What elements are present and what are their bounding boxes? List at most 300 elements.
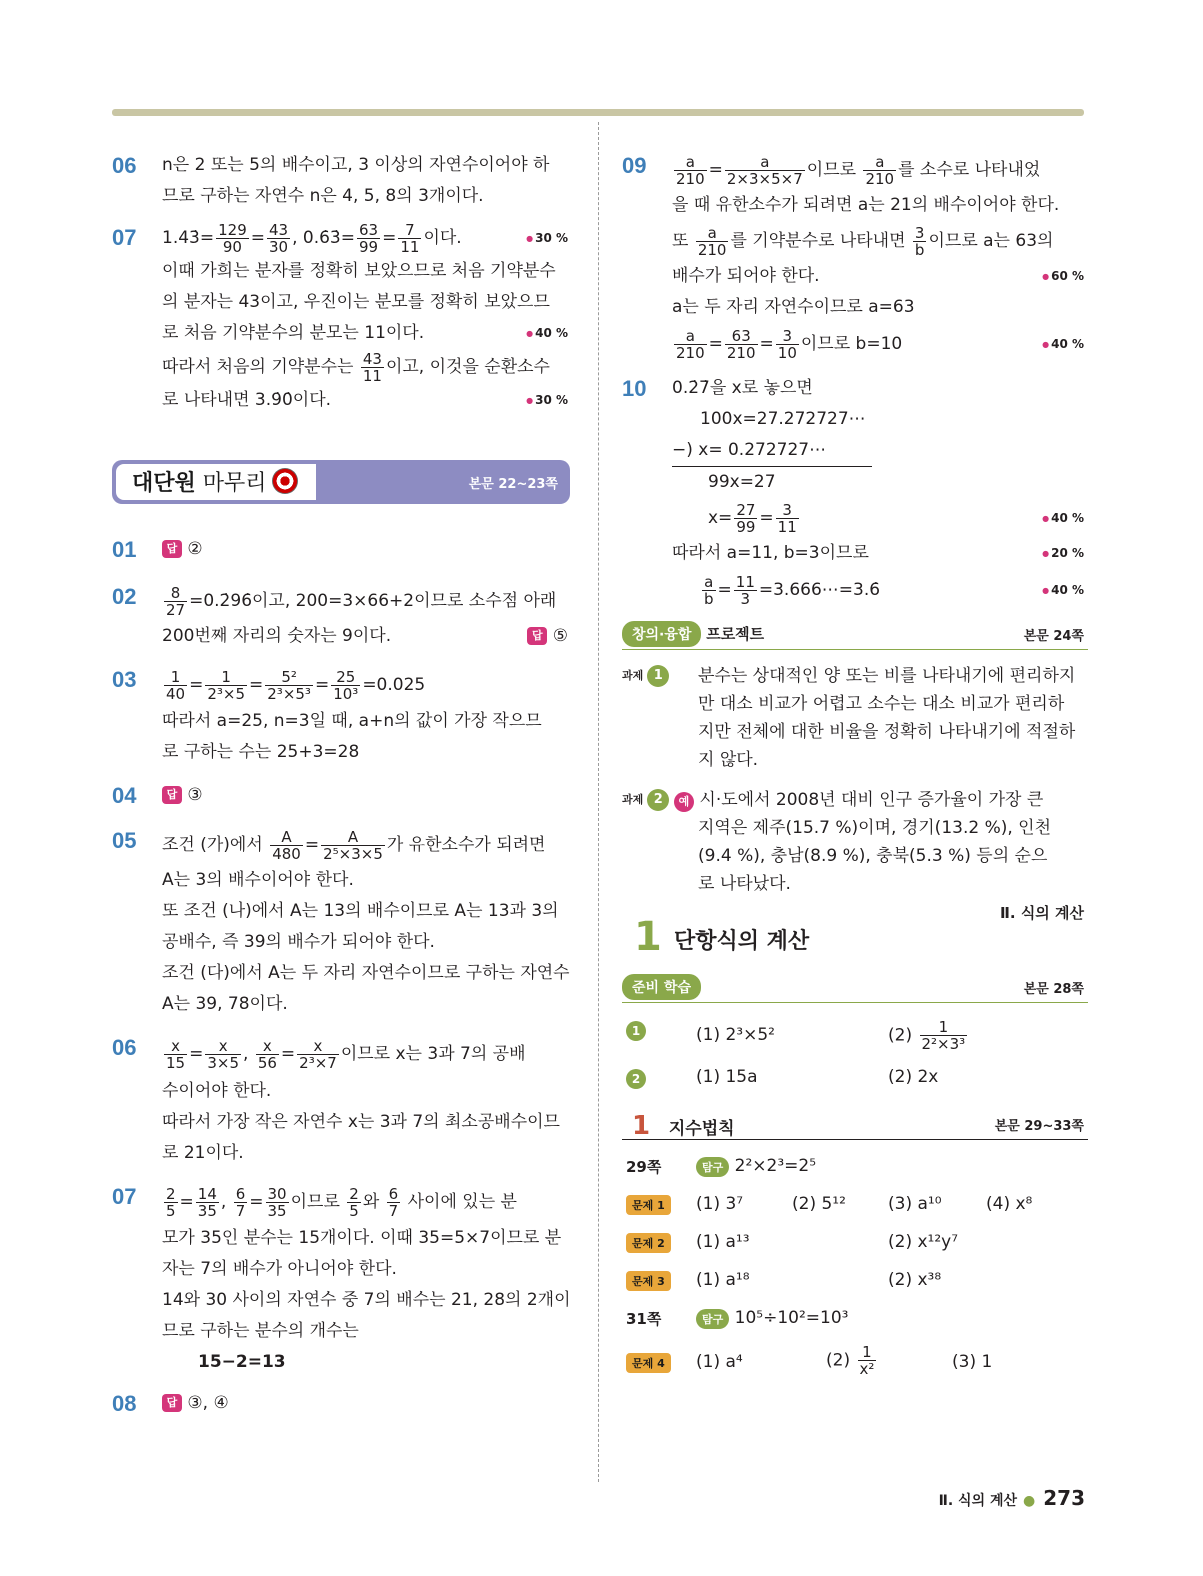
answer-line: [162, 1388, 572, 1419]
answer-value: ③, ④: [187, 1393, 229, 1413]
problem-tag-cell: [626, 1232, 671, 1253]
text-line: 을 때 유한소수가 되려면 a는 21의 배수이어야 한다.: [672, 195, 1060, 215]
unit-title: 단항식의 계산: [674, 929, 810, 954]
section-icon: 1: [632, 1111, 651, 1141]
denominator: 210: [726, 343, 756, 362]
top-bar: [112, 109, 1084, 116]
equation-line: $\frac{x}{15}$ = $\frac{x}{3\times 5}$ , $\frac{x}{56}$ = $\frac{x}{\text{2³×7}}$ 이므로 x는 3과 7의 공배: [166, 1036, 526, 1072]
numerator: a: [702, 574, 716, 591]
denominator: 2³×5: [207, 684, 246, 703]
answer-cell: (3) a¹⁰: [888, 1194, 942, 1214]
fraction: [321, 829, 385, 862]
denominator: 3: [740, 589, 751, 608]
problem-number: 04: [112, 783, 137, 808]
text-line: n은 2 또는 5의 배수이고, 3 이상의 자연수이어야 하: [162, 155, 550, 175]
equation-line: 조건 (가)에서 $\frac{A}{480}$ = $\frac{A}{\text{2⁵×3×5}}$ 가 유한소수가 되려면: [162, 827, 546, 863]
answer-value: ③: [187, 785, 203, 805]
equation-line-with-score: x= $\frac{27}{99}$ = $\frac{3}{11}$ ● 40 %: [672, 498, 1088, 538]
title-rest: 마무리: [195, 471, 267, 496]
fraction: [776, 502, 799, 535]
fraction: [387, 1186, 401, 1219]
denominator: 2⁵×3×5: [323, 844, 383, 863]
denominator: 210: [697, 240, 727, 259]
footer-dot-icon: ●: [1023, 1493, 1036, 1509]
problem-number: 03: [112, 667, 137, 692]
problem-tag: 문제 1: [626, 1195, 671, 1215]
answer-03: [112, 664, 572, 768]
answer-value: 2²×2³=2⁵: [734, 1156, 817, 1176]
text: =0.2̇96̇이고, 200=3×66+2이므로 소수점 아래: [189, 591, 557, 611]
numerator: 6: [235, 1184, 246, 1203]
text: 따라서 처음의 기약분수는: [162, 357, 354, 377]
text-line: 99x=27: [708, 472, 776, 492]
problem-tag: 문제 4: [626, 1353, 671, 1373]
problem-3-row: [622, 1266, 1088, 1304]
task-number: 1: [647, 665, 669, 687]
text-line: 조건 (다)에서 A는 두 자리 자연수이므로 구하는 자연수: [162, 963, 570, 983]
unit-number: 1: [634, 914, 662, 960]
task-label: [622, 786, 669, 814]
answer-cell: (1) a¹³: [696, 1232, 750, 1252]
denominator: 27: [166, 600, 186, 619]
numerator: a: [674, 154, 707, 171]
denominator: b: [704, 589, 714, 608]
text-line: 므로 구하는 자연수 n은 4, 5, 8의 3개이다.: [162, 186, 484, 206]
denominator: 210: [865, 169, 895, 188]
text: =0.025: [362, 675, 426, 695]
numerator: 63: [725, 328, 758, 345]
text-line: a는 두 자리 자연수이므로 a=63: [672, 297, 915, 317]
answer-cell: (1) a¹⁸: [696, 1270, 750, 1290]
text: 따라서 a=11, b=3이므로: [672, 543, 869, 563]
page-ref: 본문 28쪽: [1023, 982, 1084, 997]
score-percent: ● 30 %: [526, 385, 568, 416]
denominator: 2³×5³: [267, 684, 311, 703]
problem-number: 06: [112, 1035, 137, 1060]
text: x=: [708, 508, 733, 528]
text-line: [162, 349, 572, 385]
numerator: 2: [349, 1184, 359, 1203]
fraction: [267, 222, 290, 255]
denominator: 7: [388, 1201, 399, 1220]
problem-tag: 문제 3: [626, 1271, 671, 1291]
text: 조건 (가)에서: [162, 835, 263, 855]
numerator: 43: [362, 349, 382, 368]
problem-number: 06: [112, 153, 137, 178]
score-percent: ● 60 %: [1042, 261, 1084, 292]
text-line: [674, 786, 1088, 814]
score-percent: ● 20 %: [1042, 538, 1084, 569]
equation-line: $\frac{1}{40}$ = $\frac{1}{\text{2³×5}}$ = $\frac{\text{5²}}{\text{2³×5³}}$ = $\frac{25}{\text{10³}}$ =0.025: [166, 667, 426, 703]
score-percent: ● 40 %: [1042, 498, 1084, 539]
denominator: 30: [269, 237, 289, 256]
text-line: [162, 621, 572, 652]
text-line: 따라서 가장 작은 자연수 x는 3과 7의 최소공배수이므: [162, 1112, 560, 1132]
equation-line-with-score: $\frac{a}{b}$ = $\frac{11}{3}$ =3.666⋯=3.6̇ ● 40 %: [672, 569, 1088, 611]
denominator: 99: [359, 237, 379, 256]
page-label: 31쪽: [626, 1310, 662, 1328]
text-line: 로 나타났다.: [698, 874, 791, 894]
text-line: 지역은 제주(15.7 %)이며, 경기(13.2 %), 인천: [698, 818, 1052, 838]
text-line: 14와 30 사이의 자연수 중 7의 배수는 21, 28의 2개이: [162, 1290, 571, 1310]
text-line-with-score: [672, 538, 1088, 569]
numerator: a: [863, 154, 896, 171]
text: 로 나타내면 3.9̇0̇이다.: [162, 390, 332, 410]
text: 배수가 되어야 한다.: [672, 266, 820, 286]
section-banner: [112, 460, 570, 504]
answer-10: [622, 373, 1088, 611]
prep-row-1: [622, 1015, 1088, 1063]
numerator: a: [696, 225, 729, 242]
fraction: [858, 1344, 877, 1377]
text: 사이에 있는 분: [407, 1192, 517, 1212]
task-label-text: 과제: [622, 793, 644, 806]
answer-mark: [527, 621, 568, 652]
explore-cell: [696, 1156, 816, 1177]
fraction: [863, 154, 896, 187]
numerator: 1: [920, 1019, 968, 1036]
text: 또: [672, 231, 689, 251]
problem-tag-cell: [626, 1352, 671, 1373]
denominator: 10³: [333, 684, 359, 703]
text-line: (9.4 %), 충남(8.9 %), 충북(5.3 %) 등의 순으: [698, 846, 1048, 866]
page-ref: 본문 29~33쪽: [994, 1119, 1084, 1134]
subtraction-line: −) x= 0.272727⋯: [672, 435, 872, 467]
numerator: 8: [164, 585, 187, 602]
answer-cell: (1) 2³×5²: [696, 1025, 775, 1045]
problem-tag-cell: [626, 1270, 671, 1291]
task-1: [622, 662, 1088, 774]
text-line: 모가 35인 분수는 15개이다. 이때 35=5×7이므로 분: [162, 1228, 562, 1248]
fraction: [164, 669, 187, 702]
answer-cell: (3) 1: [952, 1352, 993, 1372]
fraction: [265, 669, 313, 702]
numerator: a: [725, 154, 805, 171]
text: 시·도에서 2008년 대비 인구 증가율이 가장 큰: [694, 790, 1044, 810]
row-number: 1: [626, 1021, 646, 1041]
prep-pill: 준비 학습: [622, 974, 701, 1000]
answer-08: [112, 1388, 572, 1419]
numerator: 2: [166, 1184, 176, 1203]
problem-number: 02: [112, 584, 137, 609]
denominator: 3×5: [207, 1053, 239, 1072]
fraction: [164, 1038, 187, 1071]
denominator: 11: [362, 366, 382, 385]
numerator: 11: [735, 572, 755, 591]
text-line: 로 21이다.: [162, 1143, 244, 1163]
answer-01: [112, 534, 572, 565]
fraction: [347, 1186, 361, 1219]
denominator: 210: [676, 343, 705, 362]
answer-cell: (1) a⁴: [696, 1352, 743, 1372]
text-line: 이때 가희는 분자를 정확히 보았으므로 처음 기약분수: [162, 261, 556, 281]
text: 이다.: [423, 228, 462, 248]
equation-line: [672, 221, 1088, 261]
fraction: [234, 1186, 248, 1219]
text: 와: [362, 1192, 380, 1212]
answer-cell: [826, 1344, 878, 1377]
text: , 0.6̇3̇=: [292, 228, 355, 248]
problem-4-row: [622, 1342, 1088, 1388]
numerator: 30: [267, 1184, 287, 1203]
text: 이므로 a는 63의: [928, 231, 1054, 251]
text-line: 지 않다.: [698, 750, 759, 770]
fraction: [205, 669, 247, 702]
numerator: 3: [914, 223, 925, 242]
answer-value: ⑤: [552, 626, 568, 646]
text: 로 처음 기약분수의 분모는 11이다.: [162, 323, 425, 343]
task-number: 2: [647, 789, 669, 811]
fraction: [256, 1038, 279, 1071]
denominator: 2³×7: [299, 1053, 337, 1072]
numerator: 1: [205, 669, 247, 686]
fraction: [164, 585, 187, 618]
text-line-with-score: [672, 261, 1088, 292]
numerator: A: [270, 829, 303, 846]
problem-2-row: [622, 1228, 1088, 1266]
text-line-with-score: [162, 318, 572, 349]
denominator: 2×3×5×7: [726, 169, 803, 188]
task-label-text: 과제: [622, 669, 644, 682]
right-column: [622, 150, 1088, 1388]
denominator: 5: [166, 1201, 176, 1220]
page-ref: 본문 24쪽: [1023, 629, 1084, 644]
task-2: [622, 786, 1088, 898]
numerator: 7: [398, 222, 421, 239]
page-label: 29쪽: [626, 1158, 662, 1176]
fraction: [725, 154, 805, 187]
numerator: A: [321, 829, 385, 846]
numerator: 43: [269, 220, 289, 239]
answer-02: [112, 581, 572, 652]
fraction: [734, 502, 757, 535]
text: (2): [826, 1350, 851, 1371]
text-line: 또 조건 (나)에서 A는 13의 배수이므로 A는 13과 3의: [162, 901, 559, 921]
numerator: 25: [331, 669, 360, 686]
numerator: x: [205, 1038, 241, 1055]
denominator: 40: [166, 684, 186, 703]
answer-line: [162, 780, 572, 811]
fraction: [361, 351, 384, 384]
left-column: [112, 150, 572, 1427]
numerator: x: [164, 1038, 187, 1055]
score-percent: ● 40 %: [1042, 323, 1084, 366]
denominator: 90: [222, 237, 242, 256]
answer-05: [112, 825, 572, 1020]
banner-title: [132, 466, 267, 497]
page-number: 273: [1043, 1486, 1085, 1510]
example-badge: 예: [674, 792, 694, 812]
numerator: 129: [218, 220, 247, 239]
text: (2): [888, 1025, 913, 1046]
explore-cell: [696, 1308, 849, 1329]
fraction: [205, 1038, 241, 1071]
numerator: 1: [164, 669, 187, 686]
answer-line: [162, 534, 572, 565]
text-line: 의 분자는 43이고, 우진이는 분모를 정확히 보았으므: [162, 292, 550, 312]
fraction: [331, 669, 360, 702]
p29-row: [622, 1152, 1088, 1190]
numerator: 6: [388, 1184, 399, 1203]
fraction: [398, 222, 421, 255]
fraction: [696, 225, 729, 258]
equation-line-with-score: $\frac{a}{210}$ = $\frac{63}{210}$ = $\frac{3}{10}$ 이므로 b=10 ● 40 %: [672, 323, 1088, 365]
text: 가 유한소수가 되려면: [386, 835, 546, 855]
task-label: [622, 662, 669, 690]
project-pill: 창의·융합: [622, 621, 701, 647]
denominator: b: [914, 240, 925, 259]
score-percent: ● 30 %: [526, 220, 568, 257]
score-percent: ● 40 %: [526, 318, 568, 349]
problem-tag-cell: [626, 1194, 671, 1215]
equation-line: $\frac{a}{210}$ = $\frac{a}{2\times 3\times 5\times 7}$ 이므로 $\frac{a}{210}$ 를 소수로 나타내었: [676, 152, 1041, 188]
fraction: [270, 829, 303, 862]
section-title: 지수법칙: [668, 1119, 735, 1139]
text: 1.43̇=: [162, 228, 215, 248]
problem-number: 01: [112, 537, 137, 562]
denominator: 35: [197, 1201, 217, 1220]
text: 이므로 b=10: [800, 334, 903, 354]
problem-number: 10: [622, 376, 647, 401]
text-line: 100x=27.272727⋯: [700, 409, 866, 429]
numerator: 63: [359, 220, 379, 239]
answer-04: [112, 780, 572, 811]
numerator: 14: [197, 1184, 217, 1203]
numerator: x: [297, 1038, 339, 1055]
answer-value: 10⁵÷10²=10³: [734, 1308, 849, 1328]
fraction: [776, 328, 799, 361]
text-line: 로 구하는 수는 25+3=28: [162, 742, 360, 762]
text-line: 만 대소 비교가 어렵고 소수는 대소 비교가 편리하: [698, 694, 1065, 714]
denominator: 480: [272, 844, 301, 863]
fraction: [674, 154, 707, 187]
problem-number: 05: [112, 828, 137, 853]
numerator: 3: [776, 502, 799, 519]
fraction: [357, 222, 380, 255]
numerator: 1: [858, 1344, 877, 1361]
problem-number: 09: [622, 153, 647, 178]
answer-cell: (2) x¹²y⁷: [888, 1232, 959, 1252]
denominator: 7: [235, 1201, 246, 1220]
denominator: 56: [257, 1053, 277, 1072]
prep-header: [622, 974, 1088, 1003]
problem-number: 08: [112, 1391, 137, 1416]
problem-06a: [112, 150, 572, 212]
text-line: 0.2̇7̇을 x로 놓으면: [672, 378, 813, 398]
score-percent: ● 40 %: [1042, 569, 1084, 612]
project-title: 프로젝트: [706, 625, 765, 643]
equation-line: [162, 581, 572, 621]
answer-badge: 답: [527, 627, 547, 645]
text-line: 15−2=13: [198, 1352, 286, 1372]
answer-cell: [888, 1019, 969, 1052]
numerator: x: [256, 1038, 279, 1055]
text: 를 기약분수로 나타내면: [730, 231, 906, 251]
denominator: 15: [166, 1053, 186, 1072]
problem-tag: 문제 2: [626, 1233, 671, 1253]
numerator: 3: [776, 328, 799, 345]
denominator: x²: [859, 1360, 875, 1378]
denominator: 2²×3³: [921, 1035, 966, 1053]
fraction: [196, 1186, 219, 1219]
target-icon: [272, 468, 298, 494]
denominator: 35: [267, 1201, 287, 1220]
answer-badge: 답: [162, 540, 182, 558]
text: 이므로: [806, 160, 857, 180]
answer-06: [112, 1032, 572, 1169]
exponent-law-header: [622, 1111, 1088, 1140]
fraction: [734, 574, 757, 607]
problem-number: 07: [112, 1184, 137, 1209]
fraction: [725, 328, 758, 361]
page-ref: 본문 22~23쪽: [468, 477, 558, 492]
answer-cell: (1) 3⁷: [696, 1194, 744, 1214]
numerator: 5²: [265, 669, 313, 686]
problem-number: 07: [112, 225, 137, 250]
problem-1-row: [622, 1190, 1088, 1228]
answer-07: [112, 1181, 572, 1378]
prep-row-2: [622, 1063, 1088, 1101]
denominator: 210: [676, 169, 705, 188]
answer-cell: (2) x³⁸: [888, 1270, 942, 1290]
fraction: [297, 1038, 339, 1071]
row-number: 2: [626, 1069, 646, 1089]
equation-line: $\frac{2}{5}$ = $\frac{14}{35}$ , $\frac{6}{7}$ = $\frac{30}{35}$ 이므로 $\frac{2}{5}$ 와 $\frac{6}{7}$ 사이에 있는 분: [166, 1184, 517, 1220]
answer-badge: 답: [162, 1394, 182, 1412]
answer-cell: (4) x⁸: [986, 1194, 1033, 1214]
chapter-tag: Ⅱ. 식의 계산: [1000, 904, 1084, 922]
column-divider: [598, 122, 599, 1482]
fraction: [164, 1186, 178, 1219]
text: =3.666⋯=3.6̇: [758, 580, 881, 600]
text-line-with-score: [162, 385, 572, 416]
problem-07a: [112, 220, 572, 416]
denominator: 10: [777, 343, 797, 362]
denominator: 99: [736, 517, 756, 536]
denominator: 11: [400, 237, 420, 256]
footer-chapter: Ⅱ. 식의 계산: [938, 1493, 1018, 1509]
text-line: 따라서 a=25, n=3일 때, a+n의 값이 가장 작으므: [162, 711, 542, 731]
fraction: [674, 328, 707, 361]
answer-09: [622, 150, 1088, 365]
fraction: [702, 574, 716, 607]
answer-badge: 답: [162, 786, 182, 804]
text: 를 소수로 나타내었: [898, 160, 1041, 180]
fraction: [266, 1186, 289, 1219]
title-bold: 대단원: [132, 471, 196, 496]
equation-line: 1.43̇= $\frac{129}{90}$ = $\frac{43}{30}$ , 0.6̇3̇= $\frac{63}{99}$ = $\frac{7}{11}$ 이다. ● 30 %: [162, 220, 572, 256]
page-footer: [939, 1486, 1085, 1510]
denominator: 11: [777, 517, 797, 536]
text-line: 수이어야 한다.: [162, 1081, 272, 1101]
fraction: [913, 225, 927, 258]
answer-cell: (2) 5¹²: [792, 1194, 846, 1214]
explore-tag: 탐구: [696, 1157, 729, 1177]
explore-tag: 탐구: [696, 1309, 729, 1329]
text: 200번째 자리의 숫자는 9이다.: [162, 626, 392, 646]
denominator: 5: [349, 1201, 359, 1220]
text-line: 므로 구하는 분수의 개수는: [162, 1321, 359, 1341]
fraction: [216, 222, 249, 255]
text-line: 공배수, 즉 39의 배수가 되어야 한다.: [162, 932, 435, 952]
answer-cell: (2) 2x: [888, 1067, 939, 1087]
text-line: A는 3의 배수이어야 한다.: [162, 870, 354, 890]
text: 이고, 이것을 순환소수: [385, 357, 550, 377]
project-header: [622, 621, 1088, 650]
text: 이므로 x는 3과 7의 공배: [340, 1044, 526, 1064]
answer-cell: (1) 15a: [696, 1067, 758, 1087]
answer-value: ②: [187, 539, 203, 559]
